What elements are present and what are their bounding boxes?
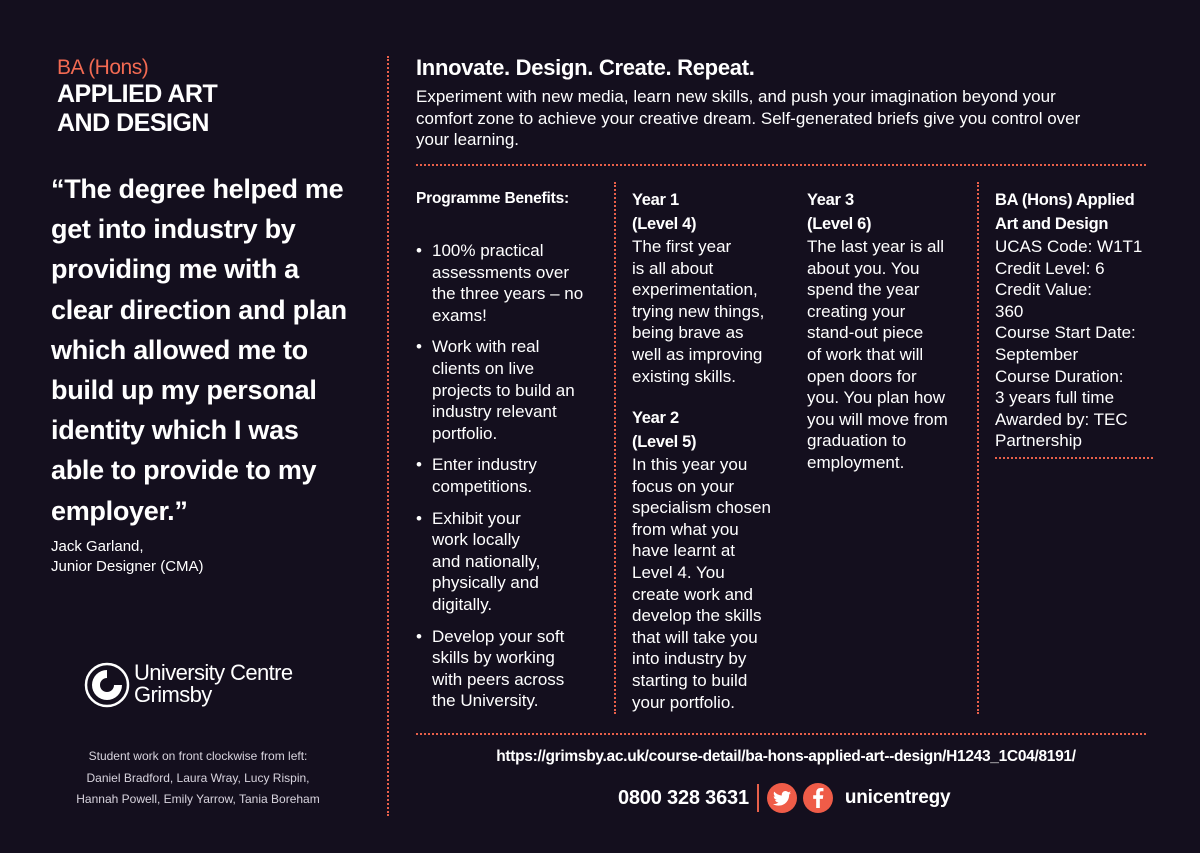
quote-line: able to provide to my [51,455,317,486]
course-info-line: Credit Value: [995,280,1093,300]
year-3-line: about you. You [807,258,920,278]
year-3-line: employment. [807,452,905,472]
year-1-line: existing skills. [632,366,736,386]
course-info-text [995,236,1155,452]
course-info-line: 3 years full time [995,388,1115,408]
left-divider [387,56,389,816]
year-1-line: The first year [632,237,732,256]
credit-line: Student work on front clockwise from left: [88,749,308,763]
course-info-line: Awarded by: TEC [995,409,1128,429]
benefit-item [416,240,606,326]
year-3-text [807,236,967,474]
quote-line: build up my personal [51,375,317,406]
year-2-line: specialism chosen [632,498,771,518]
benefit-line: and nationally, [432,551,541,571]
year-2-line: create work and [632,584,753,604]
benefit-line: the University. [432,691,539,711]
testimonial-author [51,537,204,576]
university-logo [84,660,314,710]
year-3-line: you will move from [807,409,948,429]
course-info-line: Course Start Date: [995,323,1136,343]
degree-label: BA (Hons) [57,56,149,79]
course-info-line: UCAS Code: W1T1 [995,237,1143,256]
year-2-line: that will take you [632,627,758,647]
benefits-list [416,240,606,722]
benefit-item [416,508,606,616]
benefit-line: portfolio. [432,423,498,443]
social-handle[interactable]: unicentregy [844,787,951,808]
year-1-line: trying new things, [632,301,765,321]
image-credits [58,746,338,811]
year-3-line: spend the year [807,280,920,300]
year-3-level: (Level 6) [807,215,872,233]
year-2-line: starting to build [632,670,748,690]
twitter-icon[interactable] [767,783,797,813]
benefit-line: • Exhibit your [432,508,521,528]
credit-line: Hannah Powell, Emily Yarrow, Tania Boreham [76,792,320,806]
year-3-line: The last year is all [807,237,944,256]
benefit-line: physically and [432,573,539,593]
year-2-section [632,406,792,713]
benefit-line: • Develop your soft [432,626,565,646]
benefit-item [416,336,606,444]
year-2-line: from what you [632,519,739,539]
year-1-level: (Level 4) [632,215,697,233]
course-info-line: September [995,344,1079,364]
year-3-section [807,188,967,474]
benefit-line: • 100% practical [432,241,544,260]
quote-line: “The degree helped me [51,174,344,204]
quote-line: clear direction and plan [51,294,347,325]
course-info-line: Course Duration: [995,366,1124,386]
benefit-line: the three years – no [432,284,584,304]
benefit-line: • Enter industry [432,455,537,475]
intro-text [416,86,1080,151]
benefits-heading: Programme Benefits: [416,190,569,207]
intro-headline: Innovate. Design. Create. Repeat. [416,55,755,80]
intro-line: Experiment with new media, learn new skills, and push your imagination beyond your [416,87,1056,106]
author-role: Junior Designer (CMA) [51,557,204,575]
contact-divider [757,784,759,812]
quote-line: identity which I was [51,415,299,446]
quote-line: which allowed me to [51,334,308,365]
year-2-line: have learnt at [632,541,736,561]
quote-line: get into industry by [51,214,296,245]
author-name: Jack Garland, [51,538,144,555]
year-2-line: your portfolio. [632,692,735,712]
quote-line: employer.” [51,495,188,526]
year-1-text [632,236,792,387]
course-url-link[interactable]: https://grimsby.ac.uk/course-detail/ba-hons-applied-art--design/H1243_1C04/8191/ [496,748,1076,765]
intro-line: comfort zone to achieve your creative dream. Self-generated briefs give you control over [416,108,1081,128]
benefit-line: projects to build an [432,380,575,400]
course-info [995,188,1155,452]
year-2-line: focus on your [632,476,735,496]
year-2-line: In this year you [632,455,748,474]
benefit-line: industry relevant [432,402,557,422]
year-3-line: you. You plan how [807,388,946,408]
course-info-divider [995,457,1153,459]
benefit-item [416,454,606,497]
course-info-line: 360 [995,301,1024,321]
contact-bar [618,782,950,814]
benefit-line: digitally. [432,594,493,614]
course-info-title-1: BA (Hons) Applied [995,191,1135,209]
column-divider-1 [614,182,616,714]
benefit-item [416,626,606,712]
title-line-2: AND DESIGN [57,109,209,137]
facebook-icon[interactable] [803,783,833,813]
quote-line: providing me with a [51,254,299,285]
year-3-line: of work that will [807,344,924,364]
year-3-line: graduation to [807,431,907,451]
logo-text-line-2: Grimsby [134,682,212,707]
benefit-line: • Work with real [432,337,540,357]
year-2-line: into industry by [632,649,747,669]
year-3-line: stand-out piece [807,323,924,343]
year-2-text [632,454,792,713]
year-1-line: well as improving [632,344,763,364]
benefit-line: competitions. [432,476,533,496]
year-2-level: (Level 5) [632,433,697,451]
phone-number[interactable]: 0800 328 3631 [618,786,749,809]
year-3-line: creating your [807,301,906,321]
intro-divider [416,164,1146,166]
benefit-line: with peers across [432,669,565,689]
benefit-line: exams! [432,305,487,325]
intro-line: your learning. [416,130,520,150]
credit-line: Daniel Bradford, Laura Wray, Lucy Rispin, [86,770,310,785]
benefit-line: skills by working [432,648,555,668]
column-divider-2 [977,182,979,714]
year-2-title: Year 2 [632,409,679,427]
year-3-title: Year 3 [807,191,854,209]
year-1-line: is all about [632,258,714,278]
page-title [57,80,217,138]
year-1-section [632,188,792,387]
testimonial-quote [51,169,347,531]
year-2-line: Level 4. You [632,562,725,582]
logo-text-line-1: University Centre [134,660,293,685]
course-info-line: Credit Level: 6 [995,258,1105,278]
grimsby-logo-icon [84,662,130,708]
year-2-line: develop the skills [632,606,762,626]
year-1-line: experimentation, [632,280,758,300]
year-1-line: being brave as [632,323,744,343]
year-3-line: open doors for [807,366,917,386]
course-info-line: Partnership [995,431,1082,451]
footer-divider [416,733,1146,735]
benefit-line: work locally [432,530,520,550]
benefit-line: assessments over [432,262,569,282]
year-1-title: Year 1 [632,191,679,209]
benefit-line: clients on live [432,358,535,378]
title-line-1: APPLIED ART [57,80,218,108]
course-info-title-2: Art and Design [995,215,1109,233]
